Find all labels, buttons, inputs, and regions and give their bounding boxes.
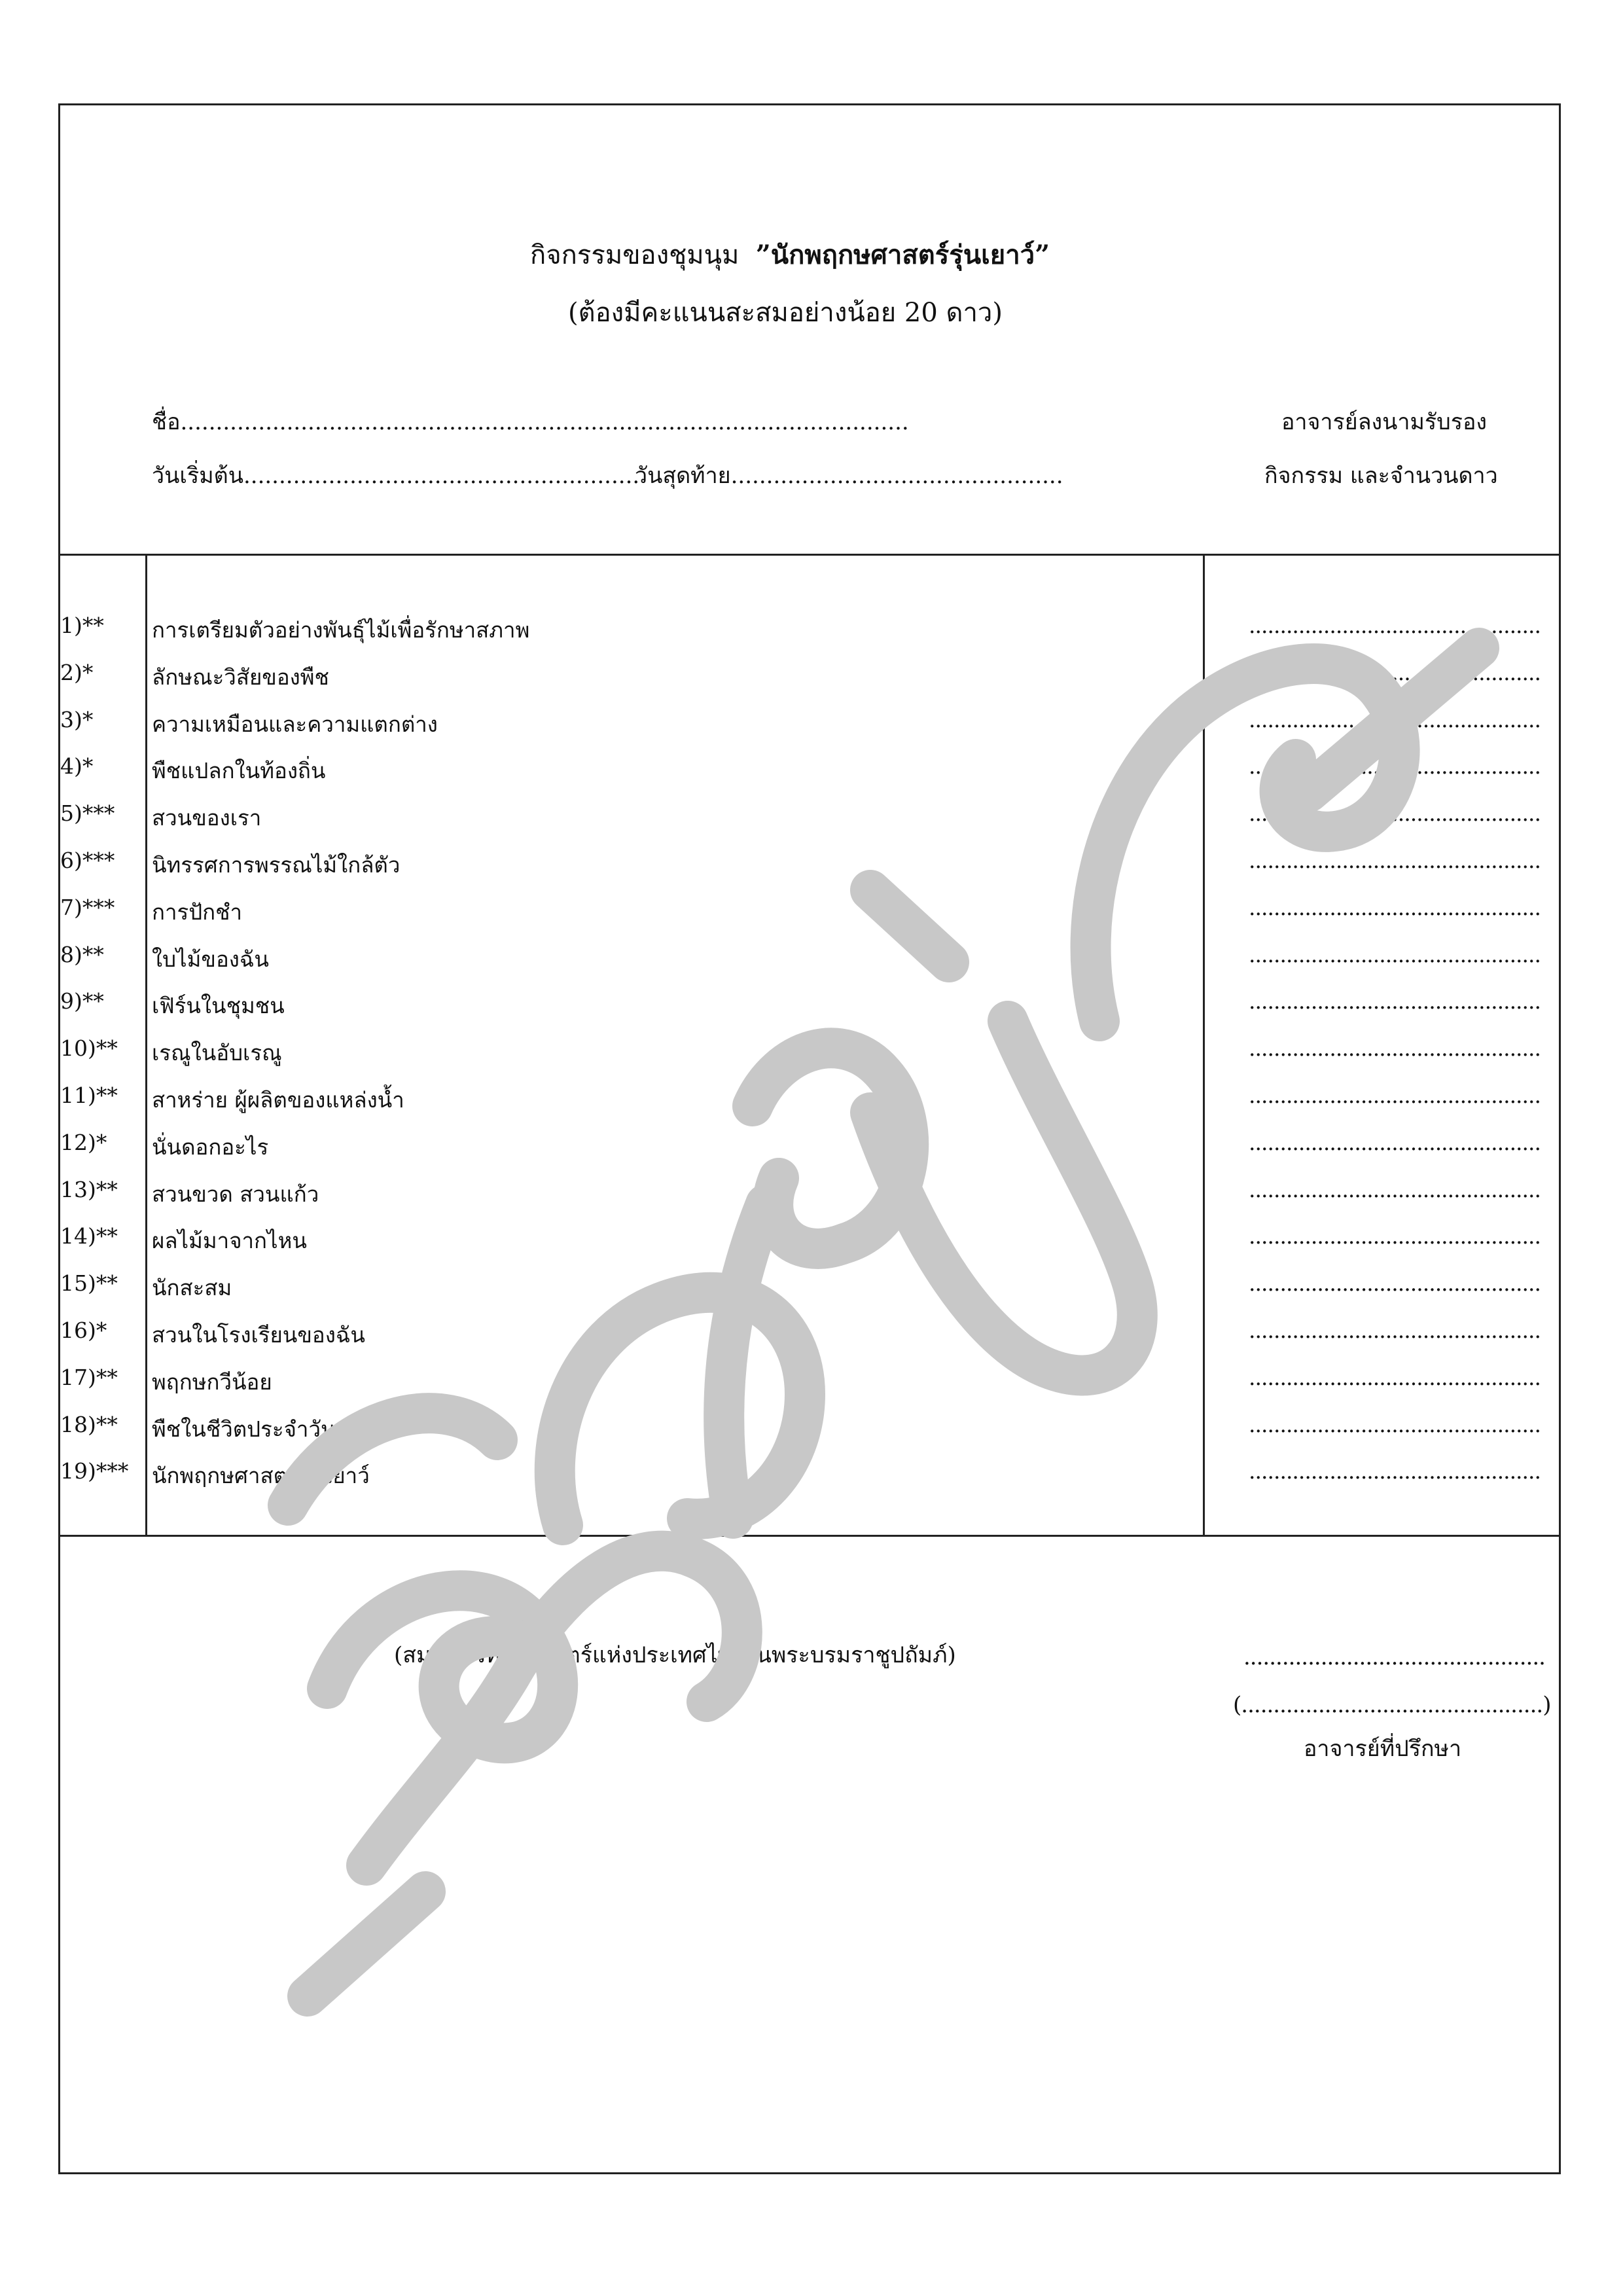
activity-number: 13)** <box>60 1177 118 1202</box>
title-club-name: ”นักพฤกษศาสตร์รุ่นเยาว์” <box>755 240 1050 270</box>
activity-label: สวนในโรงเรียนของฉัน <box>152 1322 365 1348</box>
activity-number: 11)** <box>60 1083 118 1108</box>
activity-label: สาหร่าย ผู้ผลิตของแหล่งน้ำ <box>152 1087 404 1113</box>
name-field[interactable]: ชื่อ....................................................................................................... <box>152 409 909 435</box>
start-date-field[interactable]: วันเริ่มต้น........................................................ <box>152 463 640 489</box>
advisor-signature-line[interactable]: ............................................... <box>1243 1644 1545 1670</box>
header-divider <box>58 554 1561 556</box>
activity-label: นิทรรศการพรรณไม้ใกล้ตัว <box>152 852 401 878</box>
activity-signature-line[interactable]: ............................................... <box>1249 1318 1541 1343</box>
activity-signature-line[interactable]: ............................................... <box>1249 1130 1541 1155</box>
activity-number: 19)*** <box>60 1458 129 1484</box>
activity-signature-line[interactable]: ............................................... <box>1249 848 1541 873</box>
activity-number: 1)** <box>60 613 104 638</box>
advisor-name-field[interactable]: (...............................................) <box>1233 1692 1551 1718</box>
list-divider <box>58 1535 1561 1537</box>
advisor-label: อาจารย์ที่ปรึกษา <box>1304 1736 1462 1762</box>
activity-label: นักพฤกษศาสตร์รุ่นเยาว์ <box>152 1463 370 1488</box>
activity-number: 18)** <box>60 1412 118 1437</box>
signature-column-divider <box>1203 554 1205 1535</box>
activity-number: 5)*** <box>60 800 115 826</box>
activity-label: เฟิร์นในชุมชน <box>152 993 285 1018</box>
activity-label: การเตรียมตัวอย่างพันธุ์ไม้เพื่อรักษาสภาพ <box>152 617 530 643</box>
activity-label: ลักษณะวิสัยของพืช <box>152 664 329 690</box>
activity-number: 8)** <box>60 942 104 967</box>
activity-number: 16)* <box>60 1318 107 1343</box>
activity-signature-line[interactable]: ............................................... <box>1249 1365 1541 1390</box>
activity-number: 17)** <box>60 1365 118 1390</box>
activity-signature-line[interactable]: ............................................... <box>1249 1035 1541 1061</box>
activity-signature-line[interactable]: ............................................... <box>1249 988 1541 1014</box>
activity-number: 4)* <box>60 753 94 779</box>
activity-label: เรณูในอับเรณู <box>152 1040 282 1066</box>
activity-signature-line[interactable]: ............................................... <box>1249 1270 1541 1296</box>
activity-number: 12)* <box>60 1130 107 1155</box>
activity-label: ใบไม้ของฉัน <box>152 946 269 972</box>
activity-signature-line[interactable]: ............................................... <box>1249 707 1541 732</box>
page-subtitle: (ต้องมีคะแนนสะสมอย่างน้อย 20 ดาว) <box>568 298 1003 328</box>
title-prefix: กิจกรรมของชุมนุม <box>530 240 740 270</box>
organization-name: (สมาคมวิทยาศาสตร์แห่งประเทศไทยในพระบรมราชูปถัมภ์) <box>394 1642 956 1668</box>
approver-sublabel: กิจกรรม และจำนวนดาว <box>1264 463 1498 489</box>
activity-label: นักสะสม <box>152 1275 232 1300</box>
activity-label: พืชในชีวิตประจำวัน <box>152 1416 336 1442</box>
activity-signature-line[interactable]: ............................................... <box>1249 942 1541 967</box>
activity-label: ผลไม้มาจากไหน <box>152 1228 307 1253</box>
activity-signature-line[interactable]: ............................................... <box>1249 1412 1541 1437</box>
activity-number: 14)** <box>60 1223 118 1249</box>
activity-signature-line[interactable]: ............................................... <box>1249 1458 1541 1484</box>
activity-number: 6)*** <box>60 848 115 873</box>
end-date-field[interactable]: วันสุดท้าย............................................... <box>635 463 1063 489</box>
activity-number: 10)** <box>60 1035 118 1061</box>
activity-label: สวนของเรา <box>152 805 262 831</box>
activity-label: การปักชำ <box>152 899 243 925</box>
activity-signature-line[interactable]: ............................................... <box>1249 1223 1541 1249</box>
activity-label: พืชแปลกในท้องถิ่น <box>152 758 326 783</box>
activity-number: 3)* <box>60 707 94 732</box>
activity-signature-line[interactable]: ............................................... <box>1249 660 1541 685</box>
activity-signature-line[interactable]: ............................................... <box>1249 1177 1541 1202</box>
activity-number: 15)** <box>60 1270 118 1296</box>
activity-number: 9)** <box>60 988 104 1014</box>
activity-label: สวนขวด สวนแก้ว <box>152 1181 319 1207</box>
activity-label: นั่นดอกอะไร <box>152 1134 269 1160</box>
activity-label: พฤกษกวีน้อย <box>152 1369 272 1395</box>
activity-number: 2)* <box>60 660 94 685</box>
activity-label: ความเหมือนและความแตกต่าง <box>152 711 438 737</box>
activity-signature-line[interactable]: ............................................... <box>1249 753 1541 779</box>
activity-signature-line[interactable]: ............................................... <box>1249 613 1541 638</box>
activity-signature-line[interactable]: ............................................... <box>1249 1083 1541 1108</box>
activity-number: 7)*** <box>60 895 115 920</box>
approver-label: อาจารย์ลงนามรับรอง <box>1281 409 1488 435</box>
activity-signature-line[interactable]: ............................................... <box>1249 895 1541 920</box>
activity-signature-line[interactable]: ............................................... <box>1249 800 1541 826</box>
number-column-divider <box>145 554 147 1535</box>
page-title <box>530 242 1050 268</box>
